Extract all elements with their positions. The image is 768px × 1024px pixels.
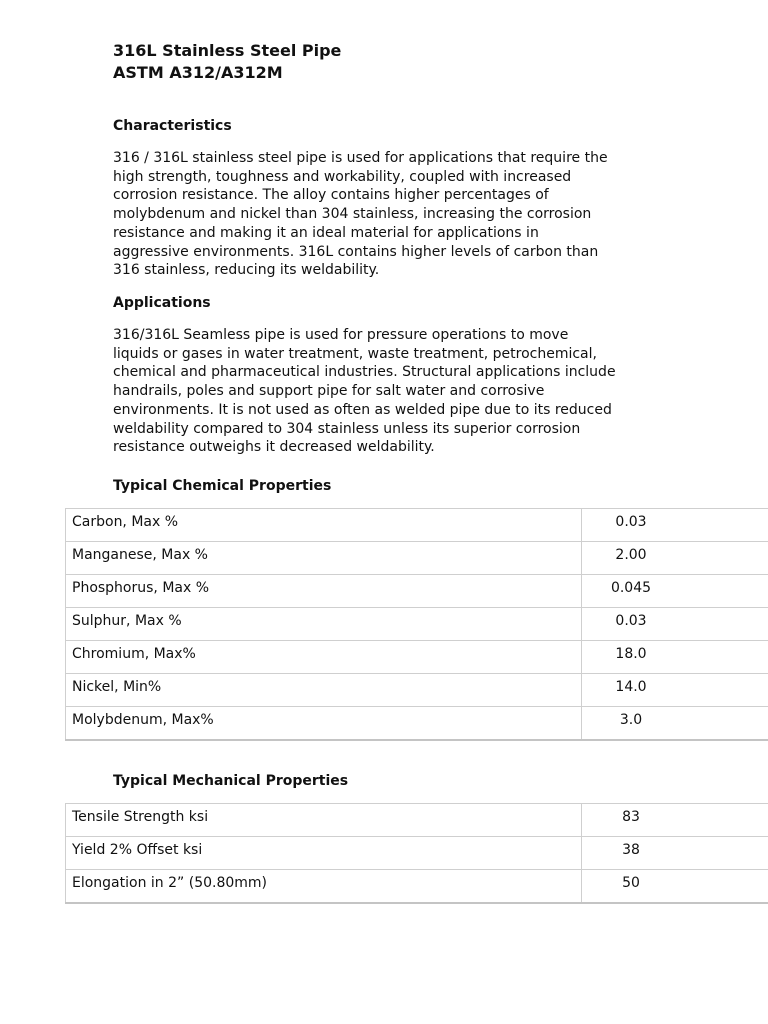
table-row [66, 870, 768, 903]
property-value: 2.00 [582, 542, 768, 575]
table-row [66, 707, 768, 740]
property-value: 50 [582, 870, 768, 903]
table-row [66, 837, 768, 870]
property-value: 0.03 [582, 509, 768, 542]
table-row [66, 542, 768, 575]
table-row [66, 509, 768, 542]
property-name: Yield 2% Offset ksi [66, 837, 582, 870]
table-row [66, 608, 768, 641]
property-value: 0.045 [582, 575, 768, 608]
property-name: Carbon, Max % [66, 509, 582, 542]
property-name: Nickel, Min% [66, 674, 582, 707]
mechanical-properties-table [65, 803, 768, 904]
chemical-properties-table [65, 508, 768, 741]
property-name: Sulphur, Max % [66, 608, 582, 641]
table-row [66, 674, 768, 707]
table-row [66, 641, 768, 674]
property-name: Chromium, Max% [66, 641, 582, 674]
document-title [113, 40, 341, 84]
applications-text: 316/316L Seamless pipe is used for pressure operations to move liquids or gases in water treatment, waste treatment, petrochemical, chemical and pharmaceutical industries. Structural applications include handrails, poles and support pipe for salt water and corrosive environments. It is not used as often as welded pipe due to its reduced weldability compared to 304 stainless unless its superior corrosion resistance outweighs it decreased weldability. [113, 327, 616, 456]
property-name: Elongation in 2” (50.80mm) [66, 870, 582, 903]
applications-heading: Applications [113, 295, 211, 311]
table-row [66, 575, 768, 608]
property-value: 38 [582, 837, 768, 870]
property-value: 18.0 [582, 641, 768, 674]
characteristics-text: 316 / 316L stainless steel pipe is used for applications that require the high strength, toughness and workability, coupled with increased corrosion resistance. The alloy contains higher percentages of molybdenum and nickel than 304 stainless, increasing the corrosion resistance and making it an ideal material for applications in aggressive environments. 316L contains higher levels of carbon than 316 stainless, reducing its weldability. [113, 150, 608, 279]
property-name: Molybdenum, Max% [66, 707, 582, 740]
chemical-properties-heading: Typical Chemical Properties [113, 478, 332, 494]
property-value: 83 [582, 804, 768, 837]
property-value: 0.03 [582, 608, 768, 641]
title-line-1: 316L Stainless Steel Pipe [113, 41, 342, 60]
characteristics-heading: Characteristics [113, 118, 232, 134]
property-name: Phosphorus, Max % [66, 575, 582, 608]
title-line-2: ASTM A312/A312M [113, 63, 283, 82]
property-name: Manganese, Max % [66, 542, 582, 575]
property-value: 3.0 [582, 707, 768, 740]
property-name: Tensile Strength ksi [66, 804, 582, 837]
table-row [66, 804, 768, 837]
mechanical-properties-heading: Typical Mechanical Properties [113, 773, 349, 789]
property-value: 14.0 [582, 674, 768, 707]
